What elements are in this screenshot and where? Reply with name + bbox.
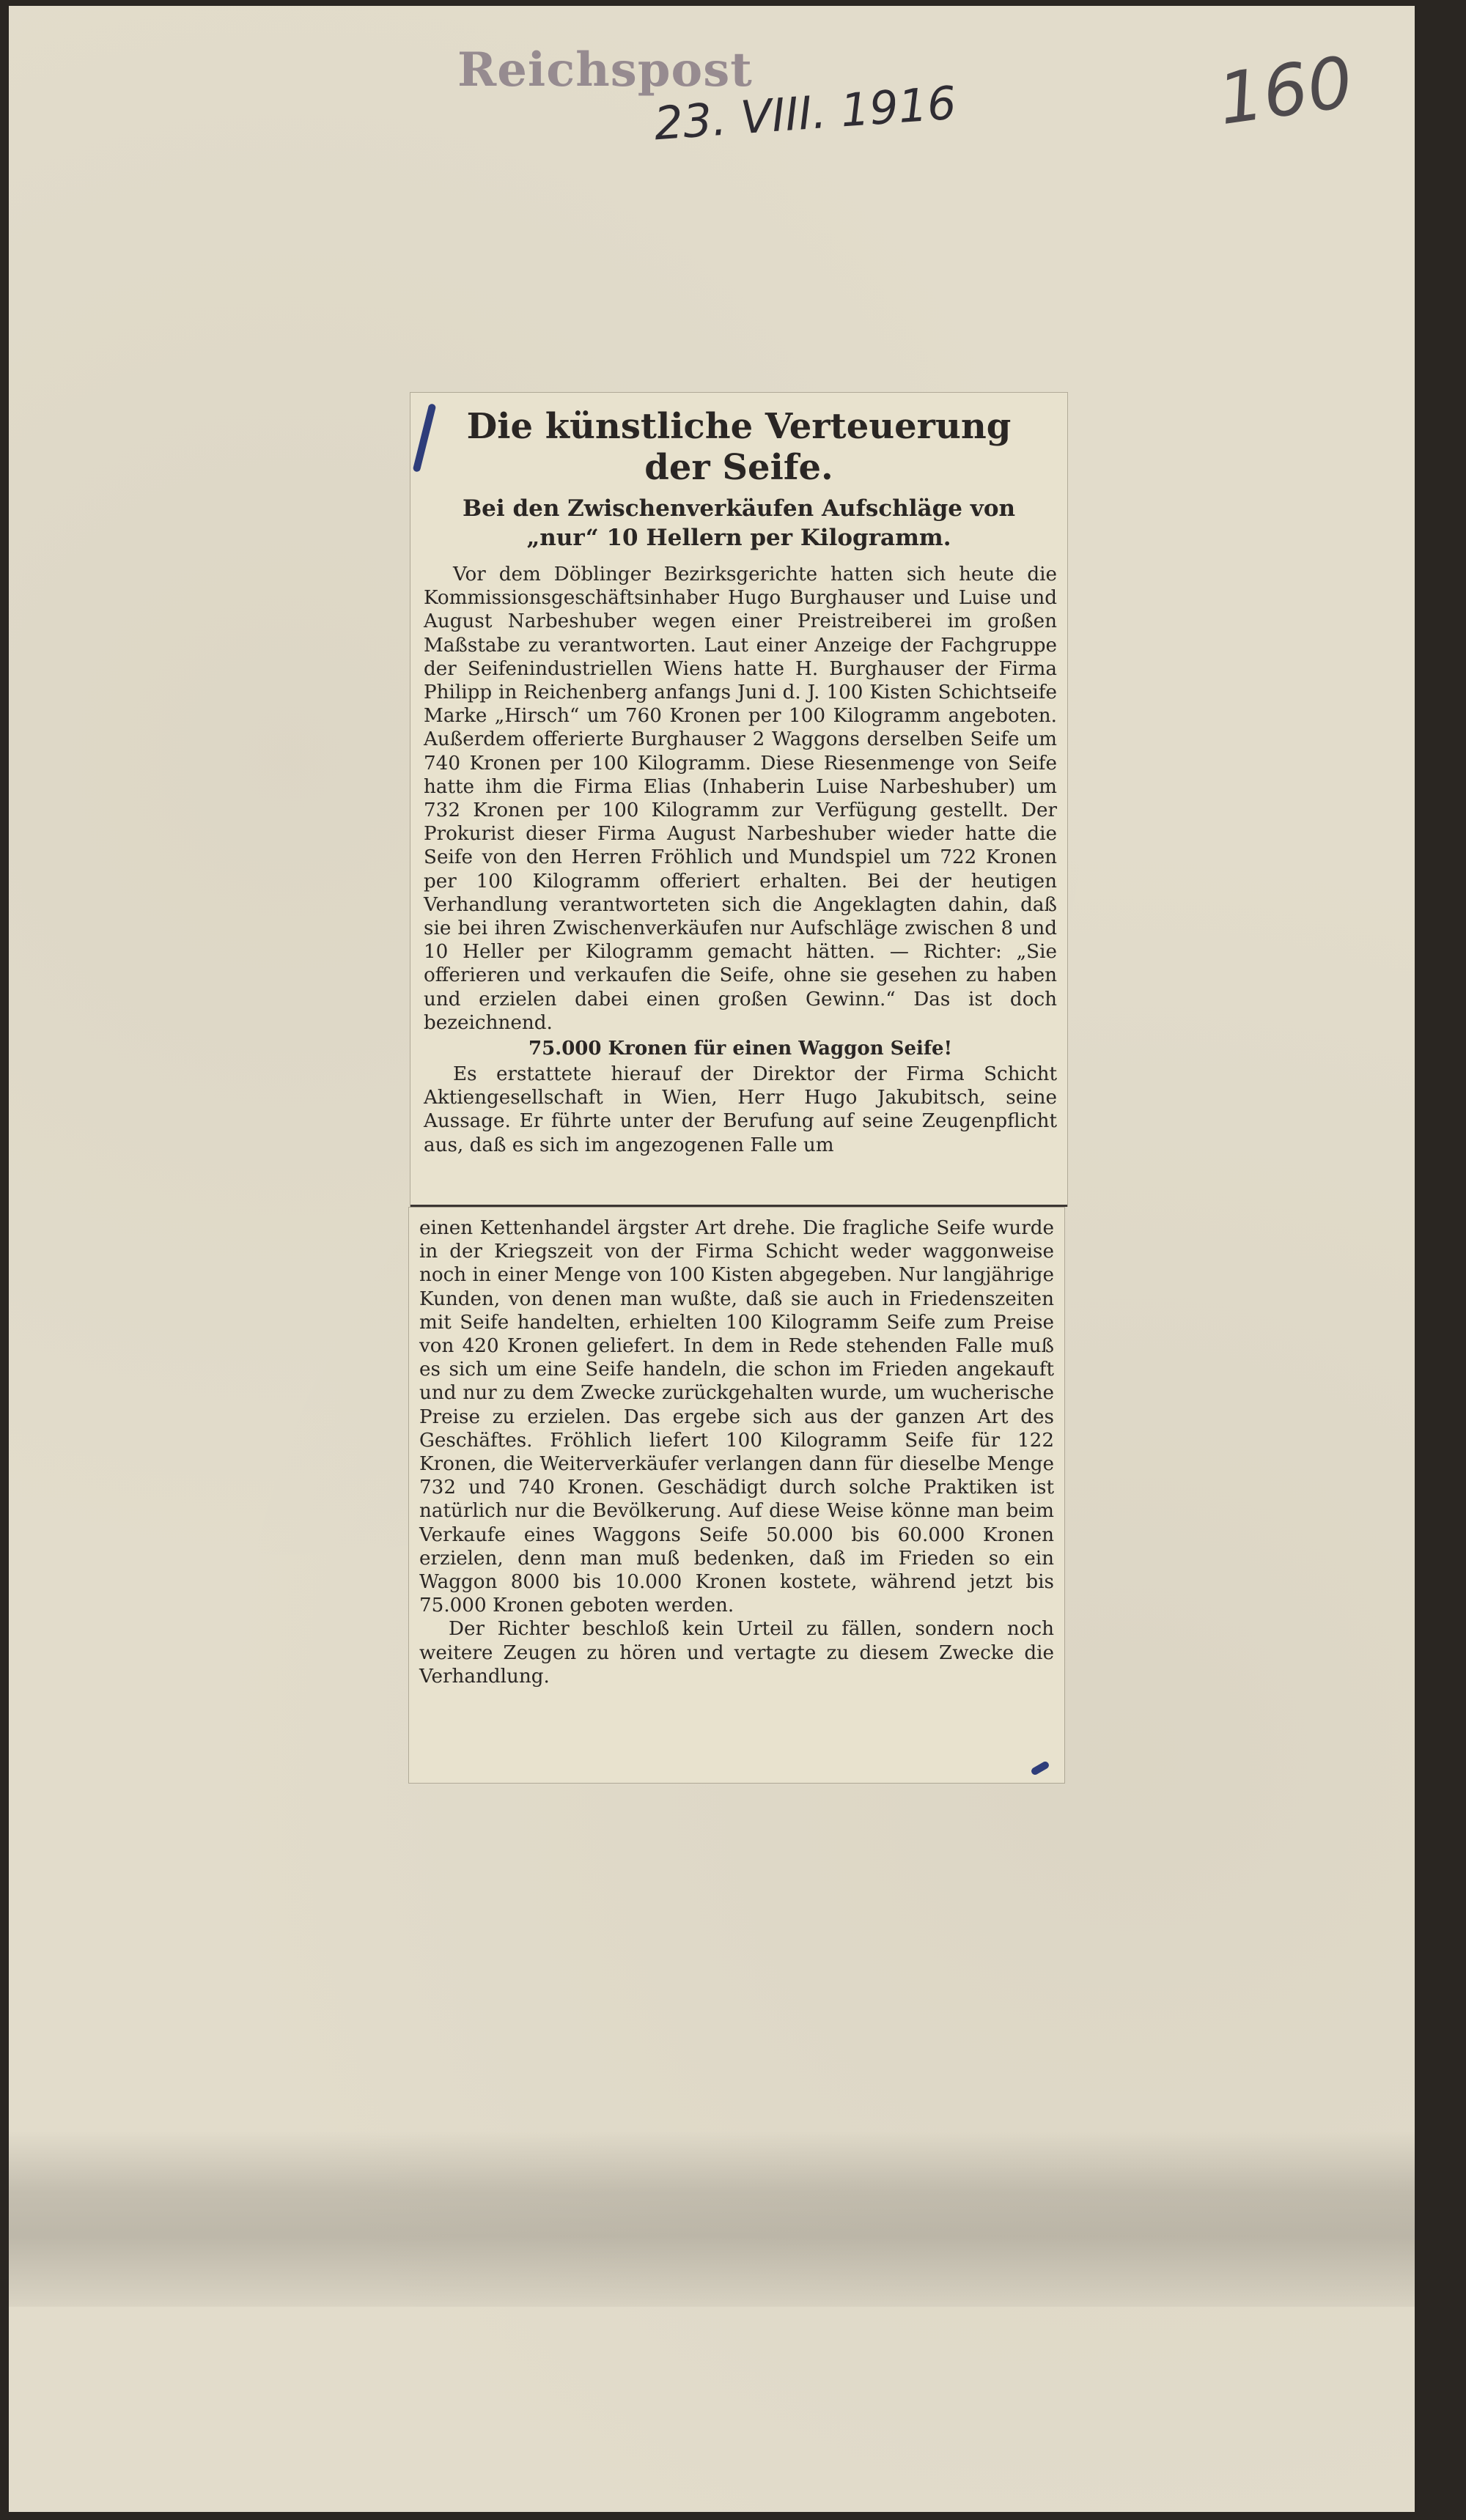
folio-number: 160 — [1213, 40, 1358, 141]
article-title: Die künstliche Verteuerung der Seife. — [466, 406, 1012, 488]
blue-pencil-end-mark-icon — [1030, 1760, 1050, 1776]
article-subtitle: Bei den Zwischenverkäufen Aufschläge von „nur“ 10 Hellern per Kilogramm. — [462, 495, 1016, 551]
clipping-part-1 — [410, 393, 1067, 1206]
article-body-2 — [419, 1216, 1054, 1688]
article-body-1 — [424, 563, 1057, 1157]
paper-fold-shadow — [9, 2131, 1415, 2307]
section-heading: 75.000 Kronen für einen Waggon Seife! — [528, 1038, 953, 1060]
newspaper-stamp: Reichspost — [457, 43, 753, 97]
paragraph-3: einen Kettenhandel ärgster Art drehe. Die fragliche Seife wurde in der Kriegszeit von der Firma Schicht weder waggonweise noch in einer Menge von 100 Kisten abgegeben. Nur langjährige Kunden, von denen man wußte, daß sie auch in Friedenszeiten mit Seife handelten, erhielten 100 Kilogramm Seife zum Preise von 420 Kronen geliefert. In dem in Rede stehenden Falle muß es sich um eine Seife handeln, die schon im Frieden angekauft und nur zu dem Zwecke zurückgehalten wurde, um wucherische Preise zu erzielen. Das ergebe sich aus der ganzen Art des Geschäftes. Fröhlich liefert 100 Kilogramm Seife für 122 Kronen, die Weiterverkäufer verlangen dann für dieselbe Menge 732 und 740 Kronen. Geschädigt durch solche Praktiken ist natürlich nur die Bevölkerung. Auf diese Weise könne man beim Verkaufe eines Waggons Seife 50.000 bis 60.000 Kronen erzielen, denn man muß bedenken, daß im Frieden so ein Waggon 8000 bis 10.000 Kronen kostete, während jetzt bis 75.000 Kronen geboten werden. — [419, 1217, 1054, 1617]
paragraph-4: Der Richter beschloß kein Urteil zu fällen, sondern noch weitere Zeugen zu hören und vertagte zu diesem Zwecke die Verhandlung. — [419, 1618, 1054, 1688]
archive-sheet — [9, 6, 1415, 2512]
clipping-part-2 — [409, 1208, 1064, 1783]
handwritten-date: 23. VIII. 1916 — [652, 75, 958, 151]
paragraph-1: Vor dem Döblinger Bezirksgerichte hatten sich heute die Kommissionsgeschäftsinhaber Hugo Burghauser und Luise und August Narbeshuber wegen einer Preistreiberei im großen Maßstabe zu verantworten. Laut einer Anzeige der Fachgruppe der Seifenindustriellen Wiens hatte H. Burghauser der Firma Philipp in Reichenberg anfangs Juni d. J. 100 Kisten Schichtseife Marke „Hirsch“ um 760 Kronen per 100 Kilogramm angeboten. Außerdem offerierte Burghauser 2 Waggons derselben Seife um 740 Kronen per 100 Kilogramm. Diese Riesenmenge von Seife hatte ihm die Firma Elias (Inhaberin Luise Narbeshuber) um 732 Kronen per 100 Kilogramm zur Verfügung gestellt. Der Prokurist dieser Firma August Narbeshuber wieder hatte die Seife von den Herren Fröhlich und Mundspiel um 722 Kronen per 100 Kilogramm offeriert erhalten. Bei der heutigen Verhandlung verantworteten sich die Angeklagten dahin, daß sie bei ihren Zwischenverkäufen nur Aufschläge zwischen 8 und 10 Heller per Kilogramm gemacht hätten. — Richter: „Sie offerieren und verkaufen die Seife, ohne sie gesehen zu haben und erzielen dabei einen großen Gewinn.“ Das ist doch bezeichnend. — [424, 564, 1057, 1034]
column-divider — [410, 1205, 1067, 1207]
paragraph-2: Es erstattete hierauf der Direktor der Firma Schicht Aktiengesellschaft in Wien, Herr Hugo Jakubitsch, seine Aussage. Er führte unter der Berufung auf seine Zeugenpflicht aus, daß es sich im angezogenen Falle um — [424, 1063, 1057, 1156]
